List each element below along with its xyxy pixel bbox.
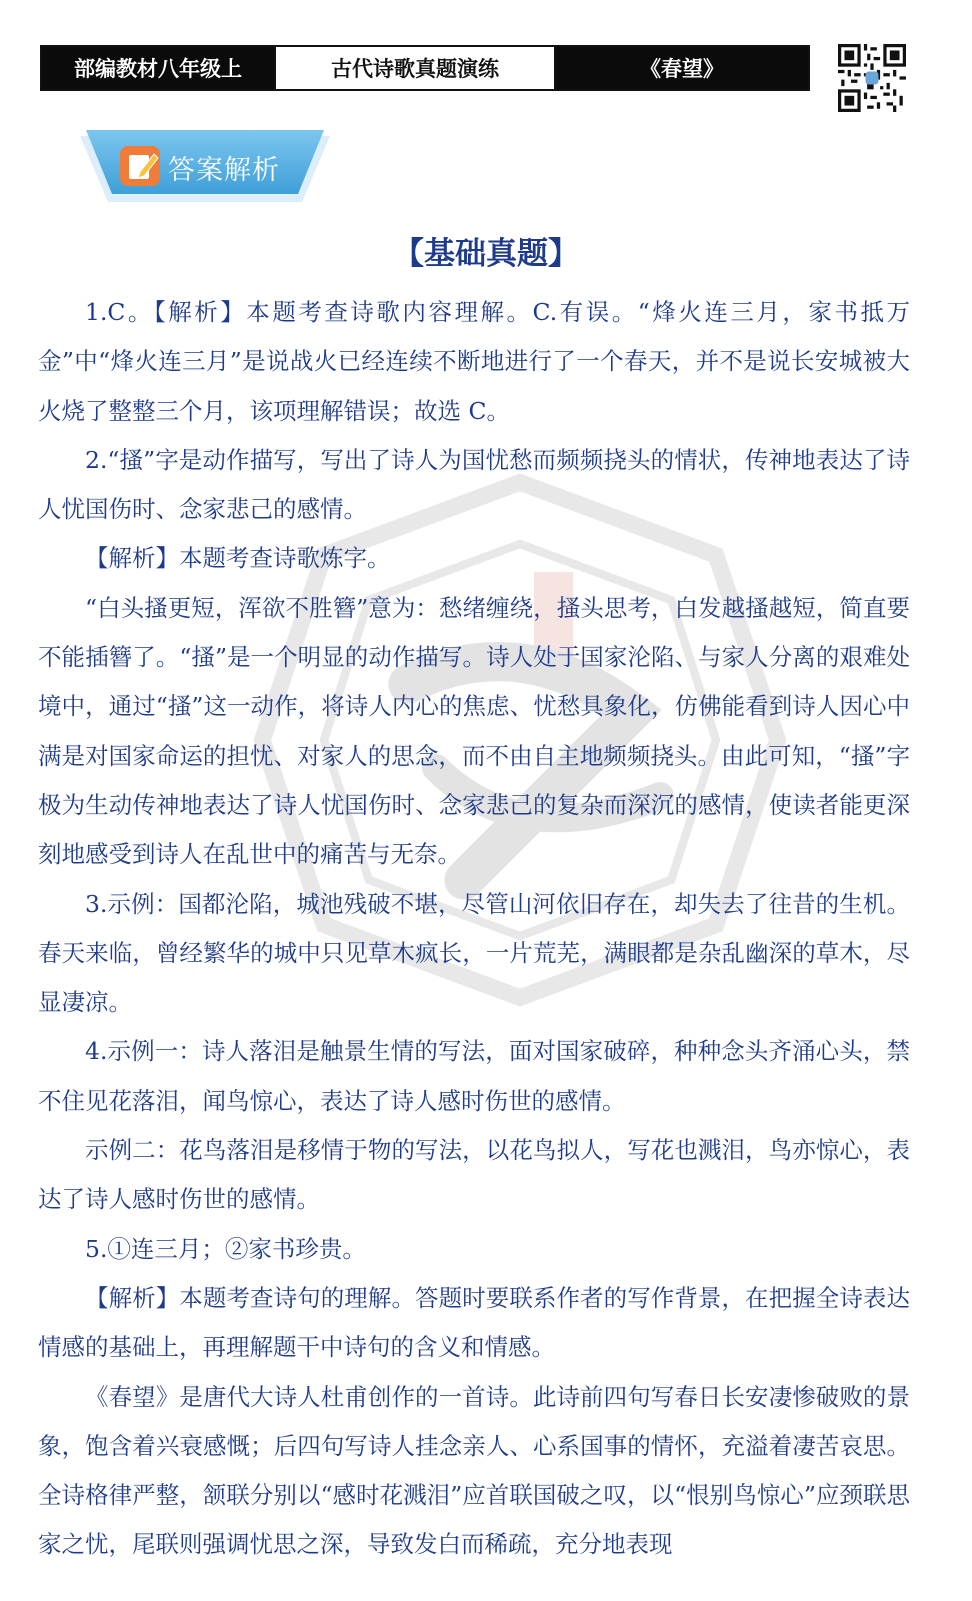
answer-paragraph-2-analysis: 【解析】本题考查诗歌炼字。 — [85, 544, 391, 573]
header-grade: 部编教材八年级上 — [42, 47, 274, 89]
answer-paragraph-2: 2.“搔”字是动作描写，写出了诗人为国忧愁而频频挠头的情状，传神地表达了诗人忧国伤时、念家悲己的感情。 — [38, 445, 910, 524]
answer-paragraph-5: 5.①连三月；②家书珍贵。 — [85, 1234, 366, 1263]
header-poem: 《春望》 — [556, 47, 808, 89]
header-topic: 古代诗歌真题演练 — [274, 47, 556, 89]
pencil-note-icon — [120, 146, 160, 186]
answer-paragraph-1: 1.C。【解析】本题考查诗歌内容理解。C.有误。“烽火连三月，家书抵万金”中“烽火连三月”是说战火已经连续不断地进行了一个春天，并不是说长安城被大火烧了整整三个月，该项理解错误；故选 C。 — [38, 298, 910, 425]
answer-paragraph-5-analysis: 【解析】本题考查诗句的理解。答题时要联系作者的写作背景，在把握全诗表达情感的基础上，再理解题干中诗句的含义和情感。 — [38, 1283, 910, 1362]
banner-title: 答案解析 — [168, 155, 280, 186]
section-title: 【基础真题】 — [393, 236, 579, 272]
answer-paragraph-3: 3.示例：国都沦陷，城池残破不堪，尽管山河依旧存在，却失去了往昔的生机。春天来临，曾经繁华的城中只见草木疯长，一片荒芜，满眼都是杂乱幽深的草木，尽显凄凉。 — [38, 889, 910, 1017]
header-bar — [40, 45, 810, 91]
answer-paragraph-4-example1: 4.示例一：诗人落泪是触景生情的写法，面对国家破碎，种种念头齐涌心头，禁不住见花落泪，闻鸟惊心，表达了诗人感时伤世的感情。 — [38, 1037, 910, 1115]
answer-content — [38, 288, 910, 1570]
qr-code[interactable] — [838, 44, 906, 112]
answer-paragraph-5-detail: 《春望》是唐代大诗人杜甫创作的一首诗。此诗前四句写春日长安凄惨破败的景象，饱含着兴衰感慨；后四句写诗人挂念亲人、心系国事的情怀，充溢着凄苦哀思。全诗格律严整，颔联分别以“感时花溅泪”应首联国破之叹，以“恨别鸟惊心”应颈联思家之忧，尾联则强调忧思之深，导致发白而稀疏，充分地表现 — [38, 1382, 910, 1559]
answer-paragraph-2-detail: “白头搔更短，浑欲不胜簪”意为：愁绪缠绕，搔头思考，白发越搔越短，简直要不能插簪了。“搔”是一个明显的动作描写。诗人处于国家沦陷、与家人分离的艰难处境中，通过“搔”这一动作，将诗人内心的焦虑、忧愁具象化，仿佛能看到诗人因心中满是对国家命运的担忧、对家人的思念，而不由自主地频频挠头。由此可知，“搔”字极为生动传神地表达了诗人忧国伤时、念家悲己的复杂而深沉的感情，使读者能更深刻地感受到诗人在乱世中的痛苦与无奈。 — [38, 593, 910, 869]
answer-paragraph-4-example2: 示例二：花鸟落泪是移情于物的写法，以花鸟拟人，写花也溅泪，鸟亦惊心，表达了诗人感时伤世的感情。 — [38, 1136, 910, 1214]
